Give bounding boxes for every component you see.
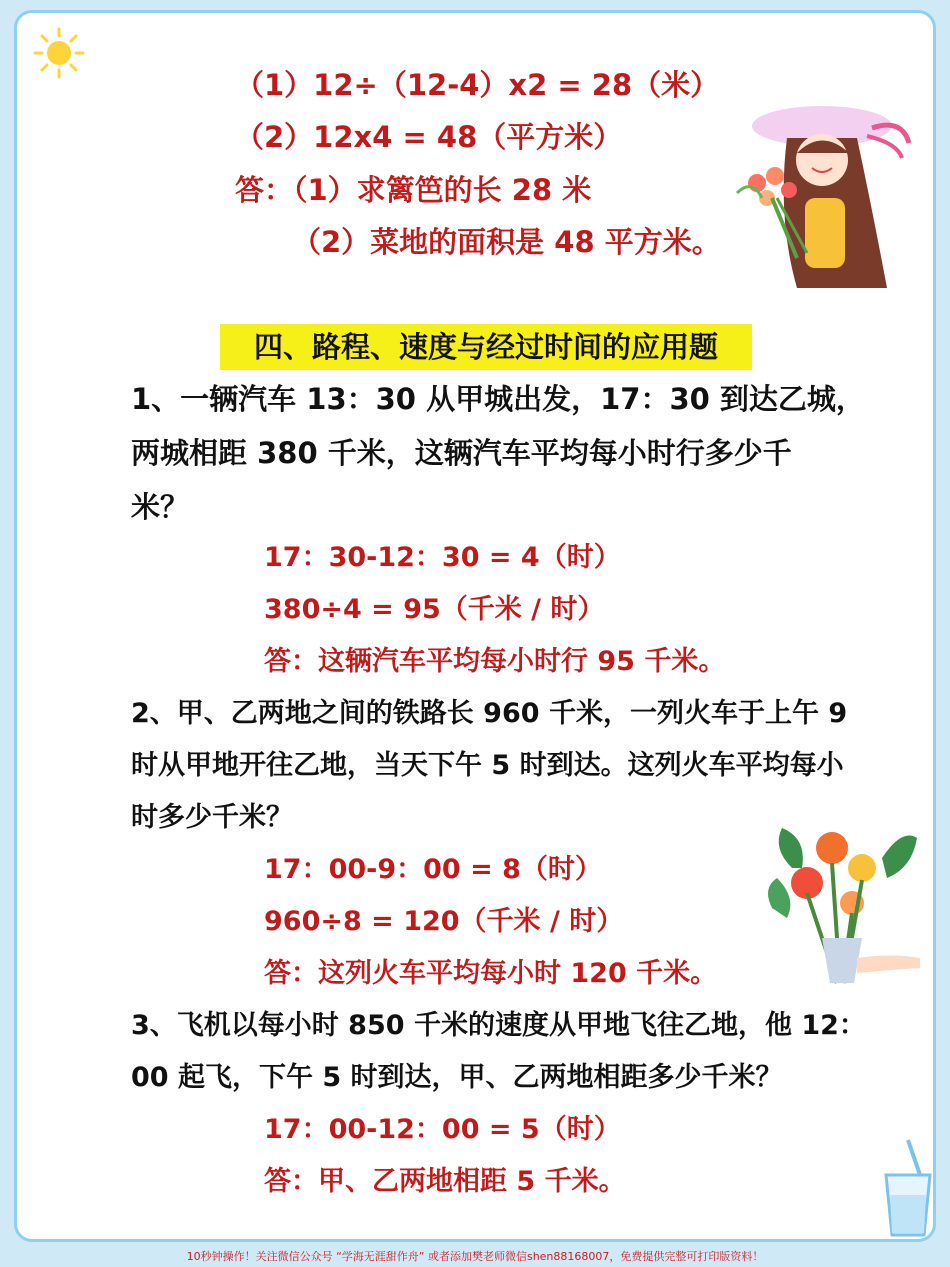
sun-icon <box>31 25 87 81</box>
problem3-answer: 答：甲、乙两地相距 5 千米。 <box>264 1166 626 1197</box>
girl-with-flowers-illustration <box>717 98 917 293</box>
problem3-line1: 3、飞机以每小时 850 千米的速度从甲地飞往乙地，他 12： <box>131 1010 866 1041</box>
problem2-line3: 时多少千米？ <box>131 802 293 833</box>
problem1-line1: 1、一辆汽车 13：30 从甲城出发，17：30 到达乙城， <box>131 382 865 416</box>
problem3-line2: 00 起飞，下午 5 时到达，甲、乙两地相距多少千米？ <box>131 1062 783 1093</box>
problem2-line1: 2、甲、乙两地之间的铁路长 960 千米，一列火车于上午 9 <box>131 698 848 729</box>
problem1-answer: 答：这辆汽车平均每小时行 95 千米。 <box>264 646 726 677</box>
problem2-solution-1: 17：00-9：00 = 8（时） <box>264 854 602 885</box>
answer-line-1: （1）12÷（12-4）x2 = 28（米） <box>235 68 720 102</box>
problem2-solution-2: 960÷8 = 120（千米 / 时） <box>264 906 624 937</box>
problem1-solution-1: 17：30-12：30 = 4（时） <box>264 542 621 573</box>
answer-text-1: 答：（1）求篱笆的长 28 米 <box>235 173 592 207</box>
problem1-line2: 两城相距 380 千米，这辆汽车平均每小时行多少千 <box>131 436 792 470</box>
problem3-solution-1: 17：00-12：00 = 5（时） <box>264 1114 621 1145</box>
problem1-solution-2: 380÷4 = 95（千米 / 时） <box>264 594 605 625</box>
answer-text-2: （2）菜地的面积是 48 平方米。 <box>292 225 721 259</box>
problem2-line2: 时从甲地开往乙地，当天下午 5 时到达。这列火车平均每小 <box>131 750 844 781</box>
problem1-line3: 米？ <box>131 490 190 524</box>
flower-bouquet-illustration <box>762 808 922 1003</box>
section-heading: 四、路程、速度与经过时间的应用题 <box>220 324 752 370</box>
drink-cup-icon <box>878 1135 938 1245</box>
problem2-answer: 答：这列火车平均每小时 120 千米。 <box>264 958 718 989</box>
worksheet-page <box>14 10 936 1242</box>
answer-line-2: （2）12x4 = 48（平方米） <box>235 120 623 154</box>
footer-notice: 10秒钟操作！关注微信公众号 “学海无涯甜作舟” 或者添加樊老师微信shen88168007，免费提供完整可打印版资料！ <box>0 1247 950 1267</box>
